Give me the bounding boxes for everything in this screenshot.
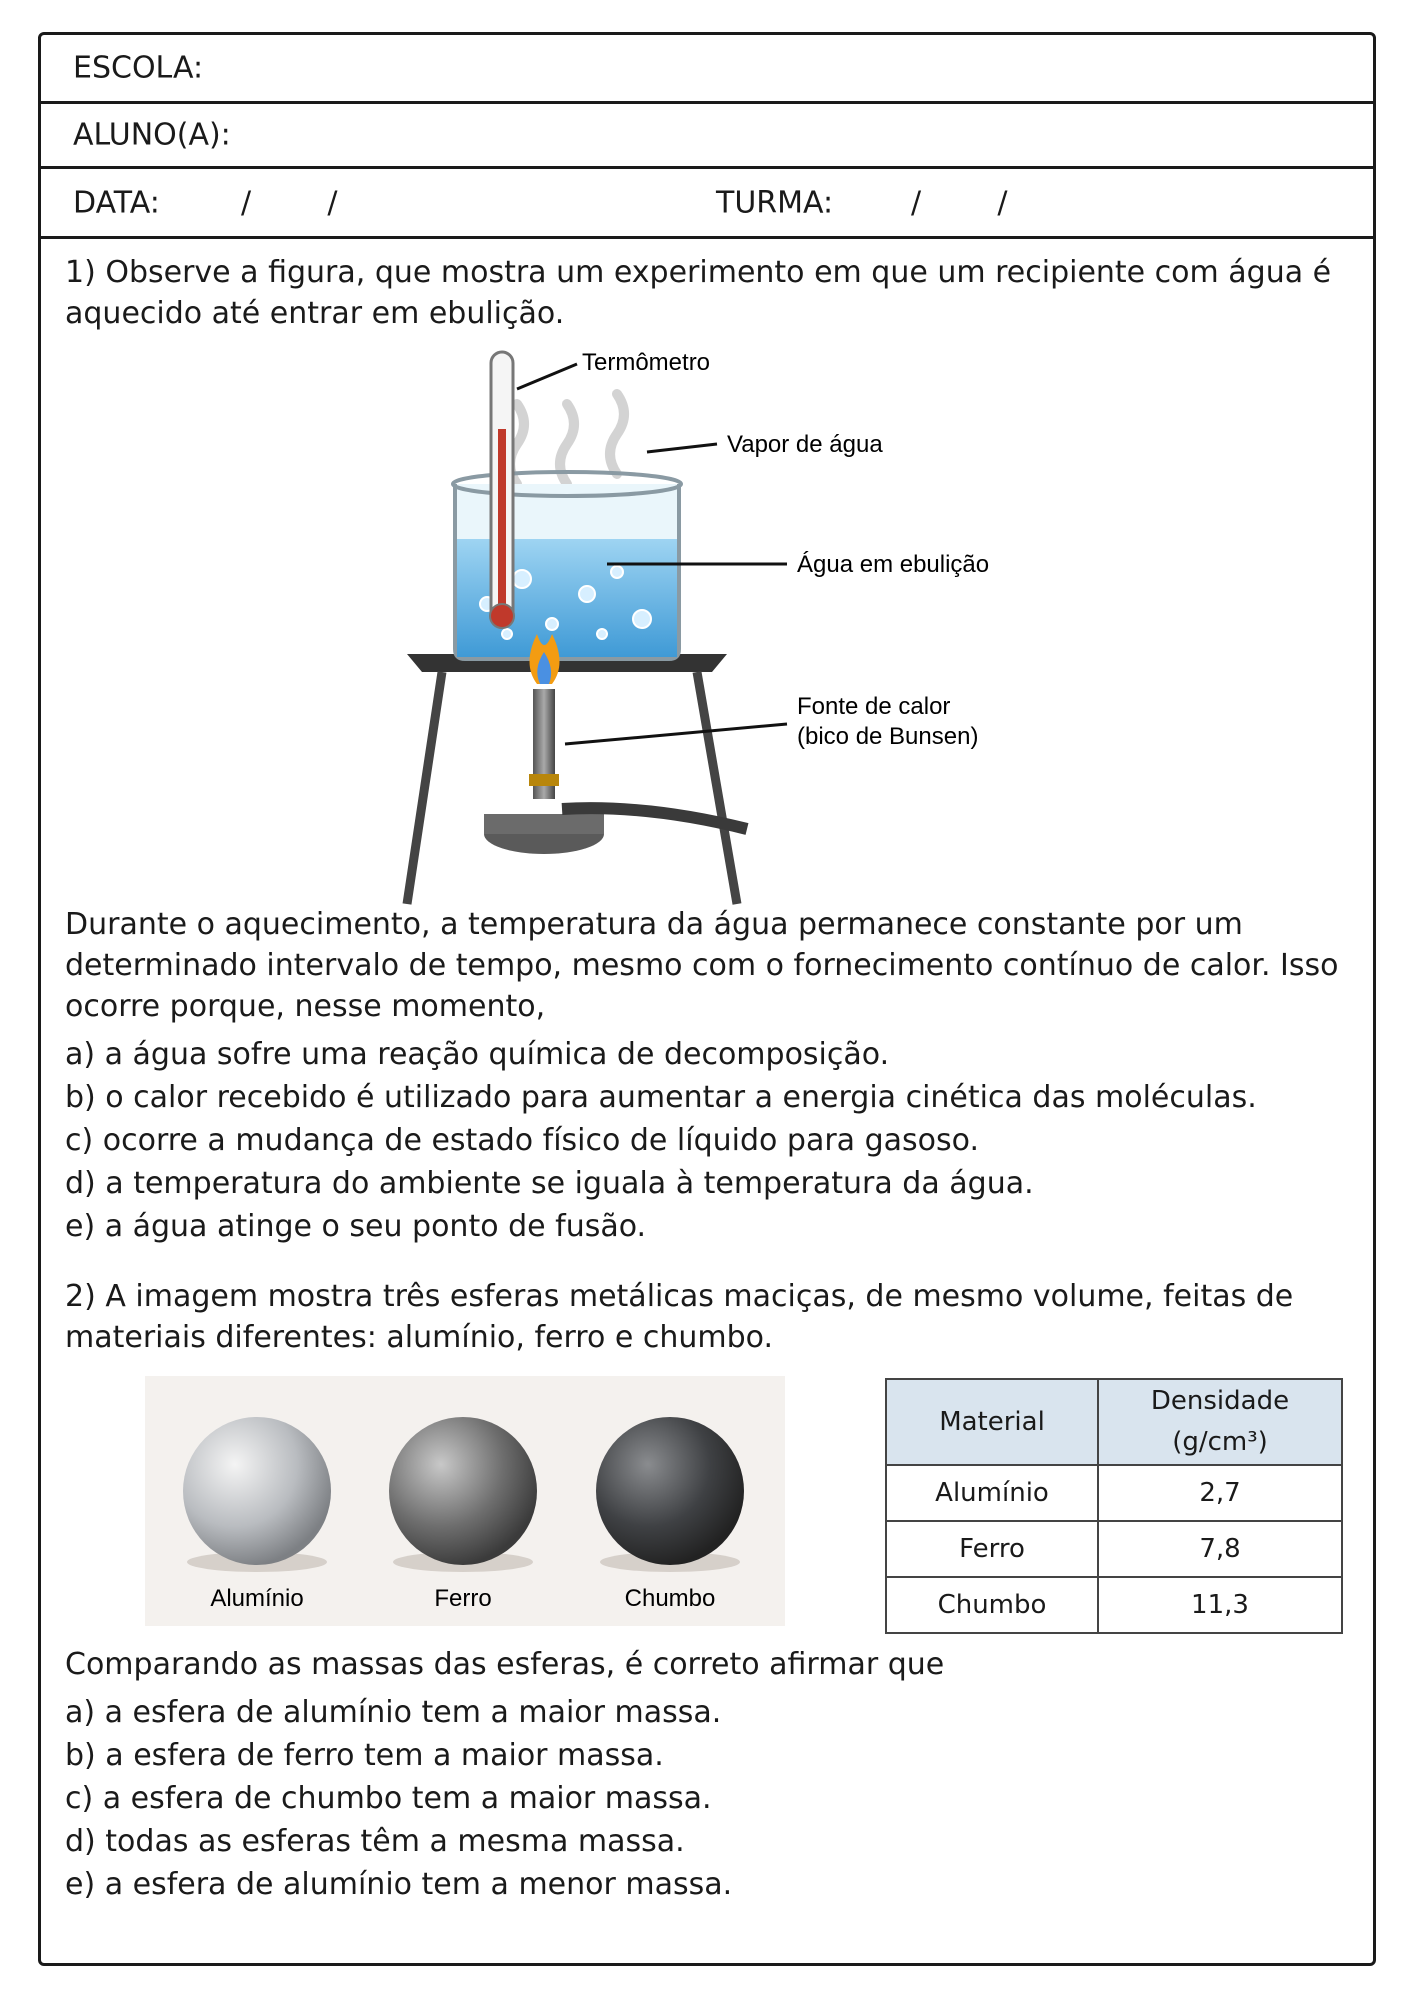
q1-option-b: b) o calor recebido é utilizado para aumentar a energia cinética das moléculas. xyxy=(65,1080,1257,1115)
bunsen-label: (bico de Bunsen) xyxy=(797,723,979,750)
table-header-row xyxy=(886,1379,1342,1465)
sphere-label-iron: Ferro xyxy=(434,1585,492,1612)
density-header-line1: Densidade xyxy=(1150,1386,1290,1416)
heat-source-label: Fonte de calor xyxy=(797,693,951,720)
sphere-label-aluminum: Alumínio xyxy=(210,1585,304,1612)
class-slashes: / / xyxy=(911,185,1008,220)
school-label: ESCOLA: xyxy=(73,50,204,86)
question-2-text: Comparando as massas das esferas, é correto afirmar que xyxy=(65,1647,945,1682)
table-row xyxy=(886,1521,1342,1577)
tripod-icon xyxy=(407,654,737,904)
questions xyxy=(65,252,1349,1906)
q2-option-c: c) a esfera de chumbo tem a maior massa. xyxy=(65,1781,712,1816)
vapor-label: Vapor de água xyxy=(727,431,883,458)
question-1-prompt: 1) Observe a figura, que mostra um experimento em que um recipiente com água é aquecido até entrar em ebulição. xyxy=(65,255,1332,331)
school-row xyxy=(41,35,1373,104)
student-label: ALUNO(A): xyxy=(73,117,231,153)
question-2-prompt: 2) A imagem mostra três esferas metálicas maciças, de mesmo volume, feitas de materiais diferentes: alumínio, ferro e chumbo. xyxy=(65,1279,1294,1355)
q1-option-e: e) a água atinge o seu ponto de fusão. xyxy=(65,1209,647,1244)
q2-option-d: d) todas as esferas têm a mesma massa. xyxy=(65,1824,685,1859)
lead-sphere-icon xyxy=(596,1417,744,1565)
density-header-line2: (g/cm³) xyxy=(1172,1427,1268,1457)
table-row xyxy=(886,1465,1342,1521)
density-cell: 11,3 xyxy=(1098,1577,1342,1633)
boiling-experiment-figure xyxy=(347,334,1067,934)
density-cell: 2,7 xyxy=(1098,1465,1342,1521)
date-label: DATA: xyxy=(73,185,160,220)
density-table xyxy=(885,1378,1343,1634)
date-slashes: / / xyxy=(241,185,338,220)
question-1-text: Durante o aquecimento, a temperatura da água permanece constante por um determinado intervalo de tempo, mesmo com o fornecimento contínuo de calor. Isso ocorre porque, nesse momento, xyxy=(65,907,1339,1024)
question-1-options xyxy=(65,1033,1349,1248)
table-header-material: Material xyxy=(886,1379,1098,1465)
material-cell: Ferro xyxy=(886,1521,1098,1577)
table-header-density xyxy=(1098,1379,1342,1465)
worksheet xyxy=(38,32,1376,1966)
question-2-figure-row xyxy=(65,1376,1349,1638)
class-label: TURMA: xyxy=(716,185,834,220)
material-cell: Alumínio xyxy=(886,1465,1098,1521)
q1-option-d: d) a temperatura do ambiente se iguala à temperatura da água. xyxy=(65,1166,1034,1201)
thermometer-icon xyxy=(490,352,514,628)
aluminum-sphere-icon xyxy=(183,1417,331,1565)
q2-option-a: a) a esfera de alumínio tem a maior massa. xyxy=(65,1695,722,1730)
spheres-figure xyxy=(145,1376,785,1626)
q1-option-c: c) ocorre a mudança de estado físico de líquido para gasoso. xyxy=(65,1123,979,1158)
density-cell: 7,8 xyxy=(1098,1521,1342,1577)
material-cell: Chumbo xyxy=(886,1577,1098,1633)
student-row xyxy=(41,104,1373,169)
sphere-label-lead: Chumbo xyxy=(624,1585,716,1612)
q2-option-b: b) a esfera de ferro tem a maior massa. xyxy=(65,1738,664,1773)
iron-sphere-icon xyxy=(389,1417,537,1565)
question-2-options xyxy=(65,1691,1349,1906)
boiling-water-label: Água em ebulição xyxy=(797,551,990,578)
date-row xyxy=(41,169,1373,239)
thermometer-label: Termômetro xyxy=(582,349,711,376)
q2-option-e: e) a esfera de alumínio tem a menor massa. xyxy=(65,1867,733,1902)
q1-option-a: a) a água sofre uma reação química de decomposição. xyxy=(65,1037,890,1072)
table-row xyxy=(886,1577,1342,1633)
